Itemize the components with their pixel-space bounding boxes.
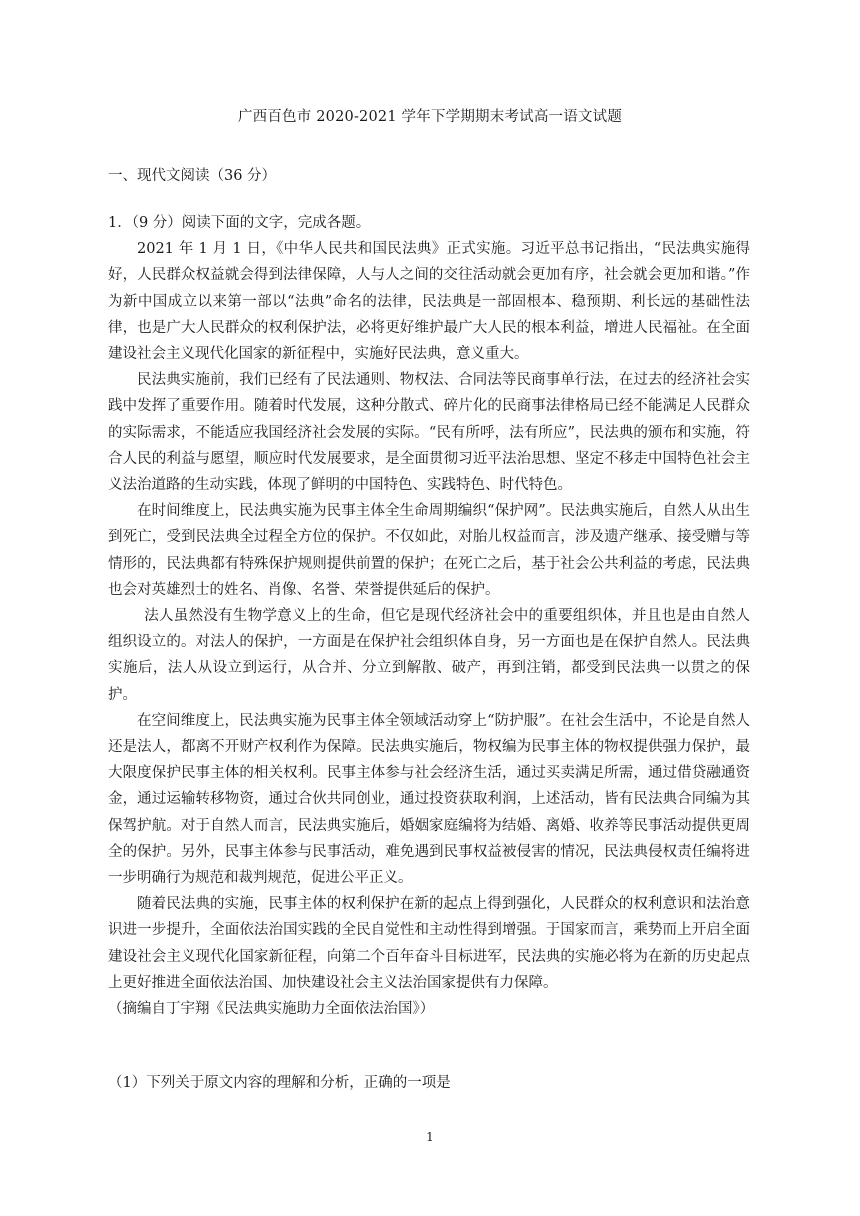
sub-question-1: （1）下列关于原文内容的理解和分析，正确的一项是 bbox=[108, 1075, 451, 1091]
section-heading: 一、现代文阅读（36 分） bbox=[108, 168, 277, 184]
paragraph-3: 在时间维度上，民法典实施为民事主体全生命周期编织“保护网”。民法典实施后，自然人从出生到死亡，受到民法典全过程全方位的保护。不仅如此，对胎儿权益而言，涉及遗产继承、接受赠与等情形的，民法典都有特殊保护规则提供前置的保护；在死亡之后，基于社会公共利益的考虑，民法典也会对英雄烈士的姓名、肖像、名誉、荣誉提供延后的保护。 bbox=[108, 503, 750, 598]
page-number: 1 bbox=[426, 1130, 434, 1144]
paragraph-2: 民法典实施前，我们已经有了民法通则、物权法、合同法等民商事单行法，在过去的经济社会实践中发挥了重要作用。随着时代发展，这种分散式、碎片化的民商事法律格局已经不能满足人民群众的实际需求，不能适应我国经济社会发展的实际。“民有所呼，法有所应”，民法典的颁布和实施，符合人民的利益与愿望，顺应时代发展要求，是全面贯彻习近平法治思想、坚定不移走中国特色社会主义法治道路的生动实践，体现了鲜明的中国特色、实践特色、时代特色。 bbox=[108, 372, 750, 494]
paragraph-1: 2021 年 1 月 1 日，《中华人民共和国民法典》正式实施。习近平总书记指出，“民法典实施得好，人民群众权益就会得到法律保障，人与人之间的交往活动就会更加有序，社会就会更加和谐。”作为新中国成立以来第一部以“法典”命名的法律，民法典是一部固根本、稳预期、利长远的基础性法律，也是广大人民群众的权利保护法，必将更好维护最广大人民的根本利益，增进人民福祉。在全面建设社会主义现代化国家的新征程中，实施好民法典，意义重大。 bbox=[108, 241, 750, 363]
reading-passage bbox=[108, 210, 750, 1022]
document-title: 广西百色市 2020-2021 学年下学期期末考试高一语文试题 bbox=[237, 109, 623, 125]
paragraph-4: 法人虽然没有生物学意义上的生命，但它是现代经济社会中的重要组织体，并且也是由自然人组织设立的。对法人的保护，一方面是在保护社会组织体自身，另一方面也是在保护自然人。民法典实施后，法人从设立到运行，从合并、分立到解散、破产，再到注销，都受到民法典一以贯之的保护。 bbox=[108, 608, 750, 703]
question-intro: 1．（9 分）阅读下面的文字，完成各题。 bbox=[108, 215, 371, 231]
paragraph-5: 在空间维度上，民法典实施为民事主体全领域活动穿上“防护服”。在社会生活中，不论是自然人还是法人，都离不开财产权利作为保障。民法典实施后，物权编为民事主体的物权提供强力保护，最大限度保护民事主体的相关权利。民事主体参与社会经济生活，通过买卖满足所需，通过借贷融通资金，通过运输转移物资，通过合伙共同创业，通过投资获取利润，上述活动，皆有民法典合同编为其保驾护航。对于自然人而言，民法典实施后，婚姻家庭编将为结婚、离婚、收养等民事活动提供更周全的保护。另外，民事主体参与民事活动，难免遇到民事权益被侵害的情况，民法典侵权责任编将进一步明确行为规范和裁判规范，促进公平正义。 bbox=[108, 712, 750, 887]
paragraph-6: 随着民法典的实施，民事主体的权利保护在新的起点上得到强化，人民群众的权利意识和法治意识进一步提升，全面依法治国实践的全民自觉性和主动性得到增强。于国家而言，乘势而上开启全面建设社会主义现代化国家新征程，向第二个百年奋斗目标进军，民法典的实施必将为在新的历史起点上更好推进全面依法治国、加快建设社会主义法治国家提供有力保障。 bbox=[108, 896, 750, 991]
source-citation: （摘编自丁宇翔《民法典实施助力全面依法治国》） bbox=[108, 1001, 435, 1018]
